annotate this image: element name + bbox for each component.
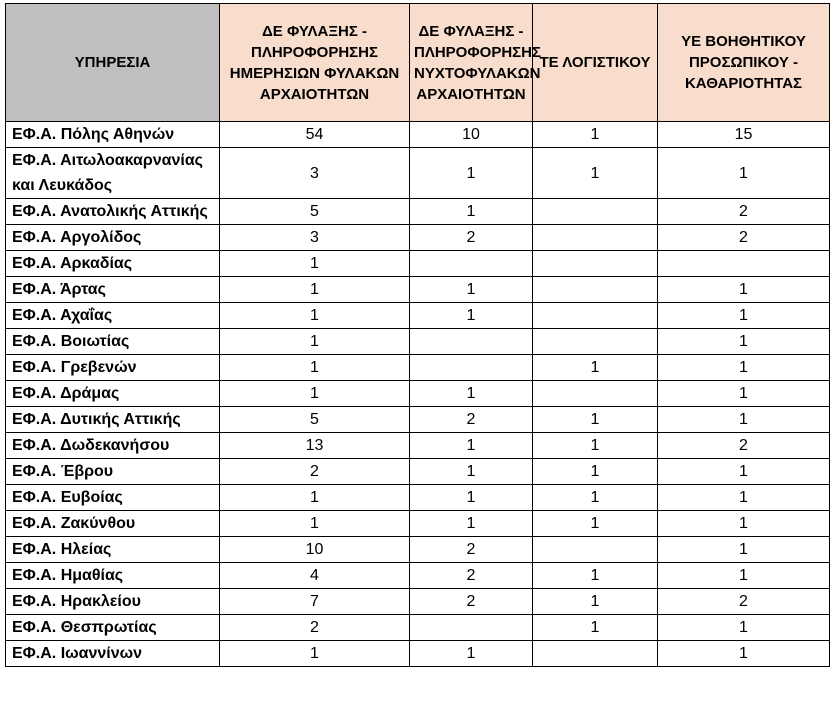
- table-row: [6, 122, 830, 148]
- cell-night-guards: 2: [410, 407, 533, 433]
- cell-accounting: [533, 641, 658, 667]
- cell-day-guards: 4: [220, 563, 410, 589]
- header-accounting: ΤΕ ΛΟΓΙΣΤΙΚΟΥ: [533, 4, 658, 122]
- cell-accounting: 1: [533, 122, 658, 148]
- cell-accounting: [533, 277, 658, 303]
- table-row: [6, 381, 830, 407]
- cell-accounting: 1: [533, 485, 658, 511]
- cell-accounting: 1: [533, 355, 658, 381]
- table-row: [6, 485, 830, 511]
- cell-day-guards: 1: [220, 511, 410, 537]
- cell-night-guards: 2: [410, 537, 533, 563]
- cell-service: ΕΦ.Α. Ηλείας: [6, 537, 220, 563]
- cell-cleaning: 15: [658, 122, 830, 148]
- cell-cleaning: 1: [658, 537, 830, 563]
- cell-cleaning: 1: [658, 148, 830, 199]
- staffing-table: [5, 3, 830, 667]
- cell-day-guards: 1: [220, 355, 410, 381]
- cell-night-guards: 1: [410, 381, 533, 407]
- cell-night-guards: 1: [410, 459, 533, 485]
- cell-day-guards: 3: [220, 225, 410, 251]
- cell-accounting: 1: [533, 511, 658, 537]
- cell-day-guards: 3: [220, 148, 410, 199]
- cell-night-guards: 1: [410, 277, 533, 303]
- cell-accounting: 1: [533, 459, 658, 485]
- cell-cleaning: 1: [658, 459, 830, 485]
- cell-day-guards: 1: [220, 485, 410, 511]
- cell-day-guards: 1: [220, 303, 410, 329]
- cell-service: ΕΦ.Α. Άρτας: [6, 277, 220, 303]
- table-row: [6, 459, 830, 485]
- header-day-guards: ΔΕ ΦΥΛΑΞΗΣ - ΠΛΗΡΟΦΟΡΗΣΗΣ ΗΜΕΡΗΣΙΩΝ ΦΥΛΑΚΩΝ ΑΡΧΑΙΟΤΗΤΩΝ: [220, 4, 410, 122]
- cell-night-guards: 1: [410, 148, 533, 199]
- table-row: [6, 433, 830, 459]
- cell-day-guards: 5: [220, 407, 410, 433]
- cell-night-guards: 10: [410, 122, 533, 148]
- table-row: [6, 329, 830, 355]
- cell-service: ΕΦ.Α. Έβρου: [6, 459, 220, 485]
- cell-service: ΕΦ.Α. Αρκαδίας: [6, 251, 220, 277]
- cell-day-guards: 10: [220, 537, 410, 563]
- cell-service: ΕΦ.Α. Θεσπρωτίας: [6, 615, 220, 641]
- cell-cleaning: 2: [658, 225, 830, 251]
- cell-service: ΕΦ.Α. Ευβοίας: [6, 485, 220, 511]
- cell-accounting: [533, 381, 658, 407]
- cell-service: ΕΦ.Α. Ημαθίας: [6, 563, 220, 589]
- cell-night-guards: 1: [410, 641, 533, 667]
- cell-service: ΕΦ.Α. Βοιωτίας: [6, 329, 220, 355]
- cell-service: ΕΦ.Α. Αργολίδος: [6, 225, 220, 251]
- cell-night-guards: [410, 355, 533, 381]
- cell-night-guards: [410, 329, 533, 355]
- cell-service: ΕΦ.Α. Δωδεκανήσου: [6, 433, 220, 459]
- cell-cleaning: 1: [658, 277, 830, 303]
- cell-service: ΕΦ.Α. Αχαΐας: [6, 303, 220, 329]
- cell-cleaning: 1: [658, 511, 830, 537]
- table-row: [6, 589, 830, 615]
- cell-cleaning: 1: [658, 407, 830, 433]
- cell-day-guards: 13: [220, 433, 410, 459]
- cell-cleaning: 1: [658, 615, 830, 641]
- table-row: [6, 615, 830, 641]
- cell-accounting: [533, 303, 658, 329]
- cell-service: ΕΦ.Α. Ιωαννίνων: [6, 641, 220, 667]
- cell-accounting: 1: [533, 563, 658, 589]
- cell-night-guards: [410, 615, 533, 641]
- cell-accounting: [533, 537, 658, 563]
- cell-cleaning: 1: [658, 381, 830, 407]
- cell-accounting: [533, 199, 658, 225]
- cell-accounting: [533, 329, 658, 355]
- cell-day-guards: 54: [220, 122, 410, 148]
- cell-accounting: 1: [533, 589, 658, 615]
- table-row: [6, 537, 830, 563]
- cell-cleaning: 2: [658, 199, 830, 225]
- cell-service: ΕΦ.Α. Πόλης Αθηνών: [6, 122, 220, 148]
- cell-day-guards: 5: [220, 199, 410, 225]
- cell-accounting: 1: [533, 148, 658, 199]
- table-row: [6, 355, 830, 381]
- cell-accounting: 1: [533, 407, 658, 433]
- cell-cleaning: 1: [658, 563, 830, 589]
- table-row: [6, 251, 830, 277]
- cell-cleaning: 1: [658, 355, 830, 381]
- cell-accounting: [533, 251, 658, 277]
- cell-day-guards: 1: [220, 329, 410, 355]
- cell-accounting: [533, 225, 658, 251]
- cell-service: ΕΦ.Α. Ζακύνθου: [6, 511, 220, 537]
- cell-accounting: 1: [533, 433, 658, 459]
- cell-cleaning: 2: [658, 433, 830, 459]
- cell-service: ΕΦ.Α. Γρεβενών: [6, 355, 220, 381]
- table-row: [6, 563, 830, 589]
- cell-night-guards: 1: [410, 433, 533, 459]
- table-row: [6, 407, 830, 433]
- cell-cleaning: 1: [658, 303, 830, 329]
- cell-day-guards: 2: [220, 459, 410, 485]
- table-row: [6, 148, 830, 199]
- cell-day-guards: 2: [220, 615, 410, 641]
- cell-service: ΕΦ.Α. Ηρακλείου: [6, 589, 220, 615]
- cell-day-guards: 7: [220, 589, 410, 615]
- cell-cleaning: 1: [658, 641, 830, 667]
- header-night-guards: ΔΕ ΦΥΛΑΞΗΣ - ΠΛΗΡΟΦΟΡΗΣΗΣ ΝΥΧΤΟΦΥΛΑΚΩΝ ΑΡΧΑΙΟΤΗΤΩΝ: [410, 4, 533, 122]
- cell-night-guards: 1: [410, 485, 533, 511]
- cell-day-guards: 1: [220, 277, 410, 303]
- cell-service: ΕΦ.Α. Δυτικής Αττικής: [6, 407, 220, 433]
- cell-service: ΕΦ.Α. Ανατολικής Αττικής: [6, 199, 220, 225]
- cell-night-guards: 2: [410, 225, 533, 251]
- table-row: [6, 641, 830, 667]
- header-cleaning: ΥΕ ΒΟΗΘΗΤΙΚΟΥ ΠΡΟΣΩΠΙΚΟΥ - ΚΑΘΑΡΙΟΤΗΤΑΣ: [658, 4, 830, 122]
- cell-cleaning: 1: [658, 485, 830, 511]
- cell-night-guards: 2: [410, 563, 533, 589]
- cell-accounting: 1: [533, 615, 658, 641]
- table-row: [6, 511, 830, 537]
- cell-day-guards: 1: [220, 381, 410, 407]
- table-row: [6, 199, 830, 225]
- cell-cleaning: 2: [658, 589, 830, 615]
- table-row: [6, 277, 830, 303]
- cell-service: ΕΦ.Α. Δράμας: [6, 381, 220, 407]
- cell-cleaning: [658, 251, 830, 277]
- cell-day-guards: 1: [220, 641, 410, 667]
- table-row: [6, 303, 830, 329]
- table-row: [6, 225, 830, 251]
- cell-night-guards: 1: [410, 303, 533, 329]
- cell-night-guards: 2: [410, 589, 533, 615]
- cell-night-guards: [410, 251, 533, 277]
- cell-night-guards: 1: [410, 199, 533, 225]
- cell-day-guards: 1: [220, 251, 410, 277]
- header-row: [6, 4, 830, 122]
- cell-cleaning: 1: [658, 329, 830, 355]
- cell-service: ΕΦ.Α. Αιτωλοακαρνανίας και Λευκάδος: [6, 148, 220, 199]
- cell-night-guards: 1: [410, 511, 533, 537]
- header-service: ΥΠΗΡΕΣΙΑ: [6, 4, 220, 122]
